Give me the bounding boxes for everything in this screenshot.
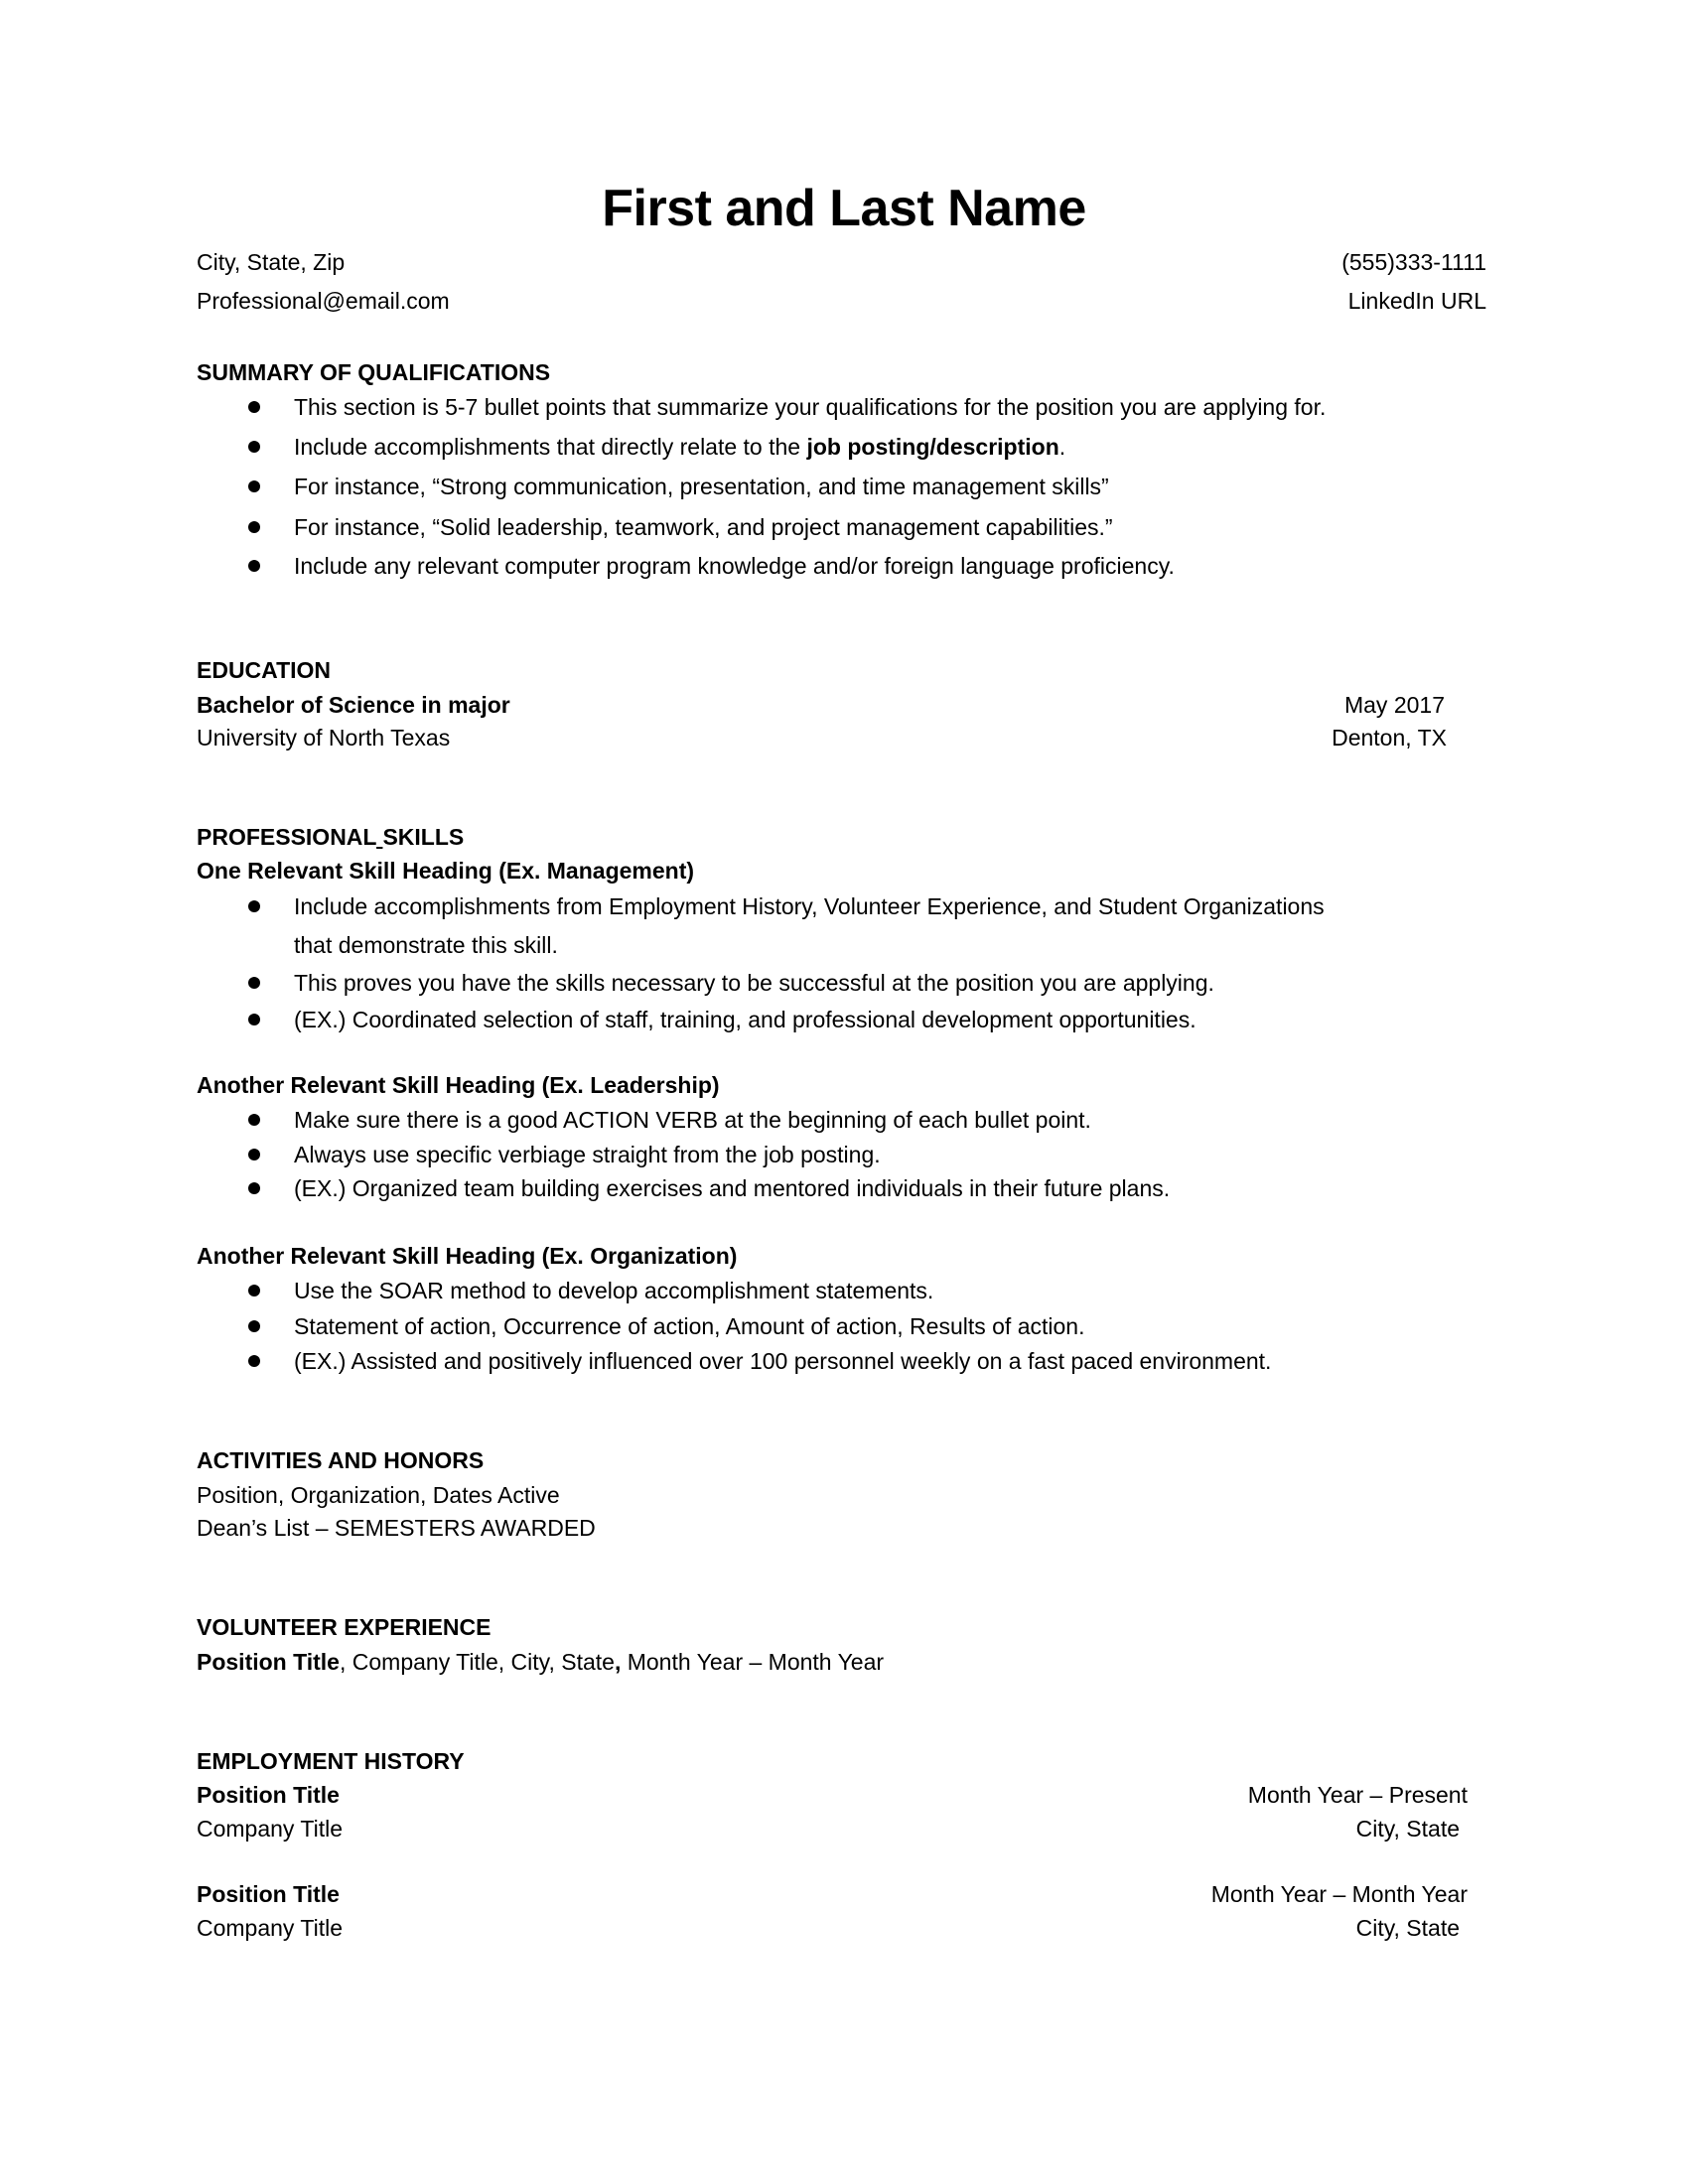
education-degree: Bachelor of Science in major	[197, 692, 510, 718]
summary-bullet-text: Include accomplishments that directly relate to the	[294, 434, 807, 460]
bullet-icon	[248, 441, 260, 453]
bullet-icon	[248, 1114, 260, 1126]
resume-name: First and Last Name	[602, 180, 1086, 237]
volunteer-comma: ,	[614, 1649, 622, 1675]
skill-bullet: (EX.) Assisted and positively influenced over 100 personnel weekly on a fast paced environment.	[294, 1348, 1272, 1374]
summary-bullet	[294, 432, 1065, 462]
skill-bullet: Make sure there is a good ACTION VERB at the beginning of each bullet point.	[294, 1107, 1091, 1133]
section-heading-summary: SUMMARY OF QUALIFICATIONS	[197, 359, 551, 385]
skill-bullet: Use the SOAR method to develop accomplishment statements.	[294, 1278, 934, 1303]
volunteer-dates: Month Year – Month Year	[621, 1649, 885, 1675]
summary-bullet: For instance, “Solid leadership, teamwork, and project management capabilities.”	[294, 514, 1113, 540]
job-dates: Month Year – Present	[1247, 1782, 1468, 1808]
volunteer-details: , Company Title, City, State	[339, 1649, 615, 1675]
bullet-icon	[248, 401, 260, 413]
section-heading-activities: ACTIVITIES AND HONORS	[197, 1447, 485, 1473]
skill-heading: Another Relevant Skill Heading (Ex. Organization)	[197, 1243, 738, 1269]
contact-linkedin: LinkedIn URL	[1347, 288, 1486, 314]
bullet-icon	[248, 977, 260, 989]
summary-bullet: Include any relevant computer program knowledge and/or foreign language proficiency.	[294, 553, 1175, 579]
activity-line: Position, Organization, Dates Active	[197, 1482, 560, 1508]
job-company: Company Title	[197, 1915, 344, 1941]
job-location: City, State	[1355, 1816, 1460, 1842]
education-school: University of North Texas	[197, 725, 451, 751]
skill-heading: One Relevant Skill Heading (Ex. Management)	[197, 858, 695, 884]
skill-bullet: Statement of action, Occurrence of action, Amount of action, Results of action.	[294, 1313, 1085, 1339]
job-location: City, State	[1355, 1915, 1460, 1941]
summary-bullet: For instance, “Strong communication, presentation, and time management skills”	[294, 474, 1109, 499]
skill-heading: Another Relevant Skill Heading (Ex. Leadership)	[197, 1072, 720, 1098]
skill-bullet: (EX.) Organized team building exercises and mentored individuals in their future plans.	[294, 1175, 1171, 1201]
bullet-icon	[248, 1355, 260, 1367]
volunteer-position: Position Title	[197, 1649, 340, 1675]
education-date: May 2017	[1343, 692, 1445, 718]
bullet-icon	[248, 521, 260, 533]
job-company: Company Title	[197, 1816, 344, 1842]
bullet-icon	[248, 1014, 260, 1025]
section-heading-employment: EMPLOYMENT HISTORY	[197, 1748, 465, 1774]
summary-bullet-text: .	[1058, 434, 1066, 460]
section-heading-skills	[197, 822, 464, 852]
skill-bullet: This proves you have the skills necessary to be successful at the position you are applying.	[294, 970, 1214, 996]
section-heading-volunteer: VOLUNTEER EXPERIENCE	[197, 1614, 492, 1640]
job-title: Position Title	[197, 1881, 340, 1907]
summary-bullet: This section is 5-7 bullet points that summarize your qualifications for the position you are applying for.	[294, 394, 1327, 420]
bullet-icon	[248, 1285, 260, 1297]
bullet-icon	[248, 1320, 260, 1332]
contact-email: Professional@email.com	[197, 288, 450, 314]
contact-location: City, State, Zip	[197, 249, 346, 275]
summary-bullet-emphasis: job posting/description	[806, 434, 1059, 460]
volunteer-entry	[197, 1647, 884, 1677]
job-title: Position Title	[197, 1782, 340, 1808]
bullet-icon	[248, 1149, 260, 1160]
bullet-icon	[248, 560, 260, 572]
skill-bullet: Always use specific verbiage straight from the job posting.	[294, 1142, 881, 1167]
heading-text: PROFESSIONAL	[197, 824, 377, 850]
bullet-icon	[248, 1182, 260, 1194]
heading-text: SKILLS	[382, 824, 465, 850]
activity-line: Dean’s List – SEMESTERS AWARDED	[197, 1515, 596, 1541]
skill-bullet: (EX.) Coordinated selection of staff, training, and professional development opportunities.	[294, 1007, 1196, 1032]
job-dates: Month Year – Month Year	[1210, 1881, 1468, 1907]
skill-bullet: Include accomplishments from Employment History, Volunteer Experience, and Student Organizations	[294, 893, 1325, 919]
education-location: Denton, TX	[1332, 725, 1447, 751]
skill-bullet-continuation: that demonstrate this skill.	[294, 932, 558, 958]
contact-phone: (555)333-1111	[1341, 249, 1486, 275]
bullet-icon	[248, 900, 260, 912]
bullet-icon	[248, 480, 260, 492]
section-heading-education: EDUCATION	[197, 657, 332, 683]
